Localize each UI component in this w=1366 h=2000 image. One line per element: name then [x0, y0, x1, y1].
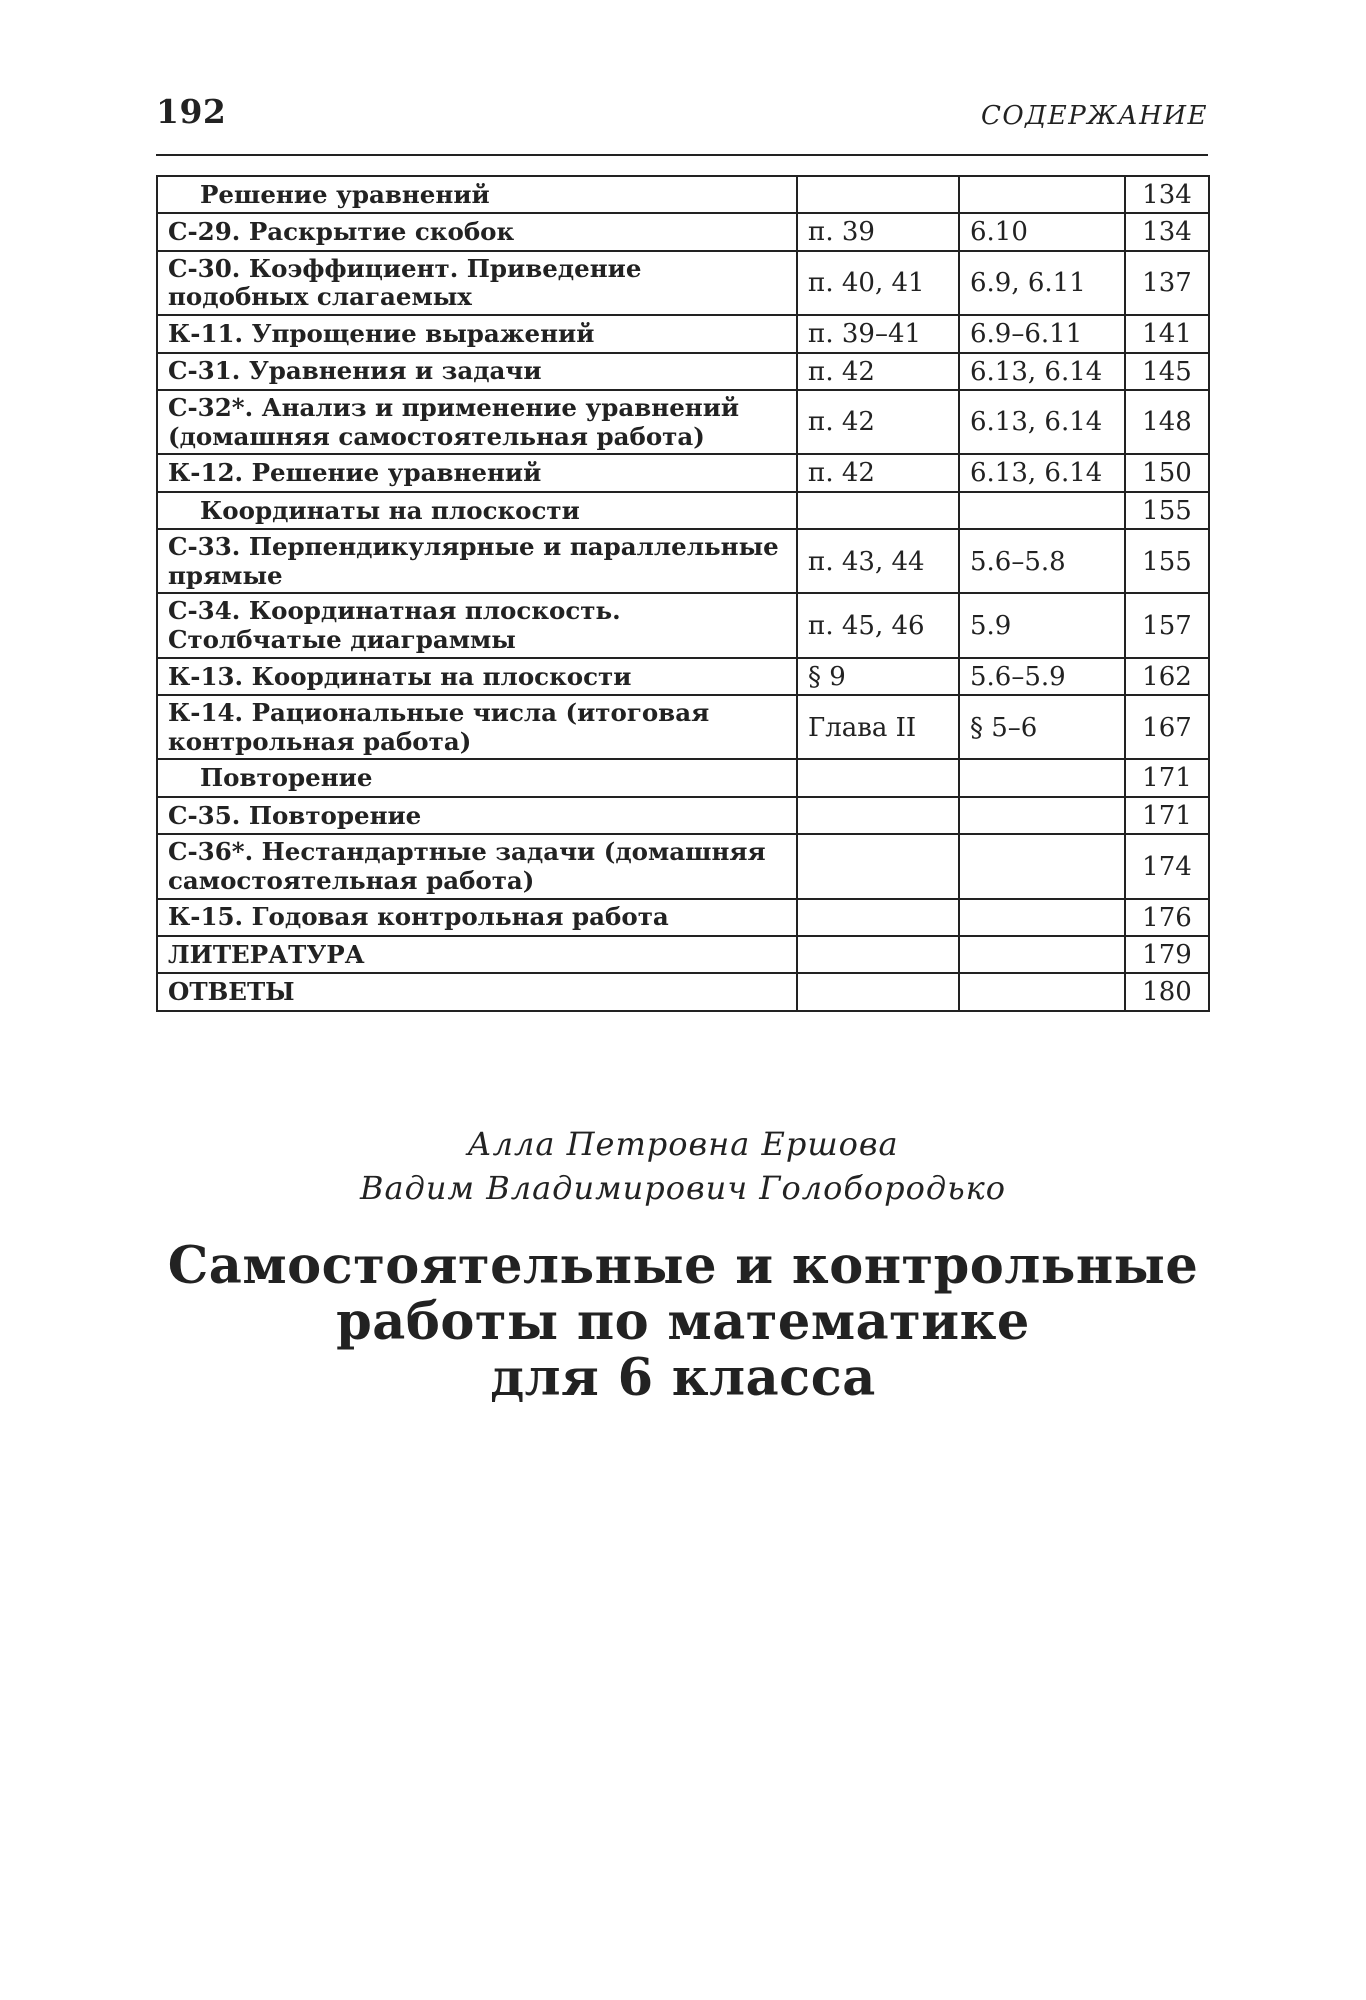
- table-row: [157, 695, 1209, 759]
- header-rule: [156, 154, 1208, 156]
- table-row: [157, 176, 1209, 213]
- textbook-ref: [959, 759, 1125, 796]
- paragraph-ref: п. 42: [797, 353, 959, 390]
- textbook-ref: 6.13, 6.14: [959, 353, 1125, 390]
- page-ref: 179: [1125, 936, 1209, 973]
- entry-title: С-31. Уравнения и задачи: [157, 353, 797, 390]
- textbook-ref: [959, 492, 1125, 529]
- page-ref: 180: [1125, 973, 1209, 1010]
- textbook-ref: 6.13, 6.14: [959, 390, 1125, 454]
- entry-title: Повторение: [157, 759, 797, 796]
- entry-title: К-14. Рациональные числа (итоговая контрольная работа): [157, 695, 797, 759]
- paragraph-ref: п. 40, 41: [797, 251, 959, 315]
- page-ref: 171: [1125, 759, 1209, 796]
- table-row: [157, 899, 1209, 936]
- table-row: [157, 454, 1209, 491]
- textbook-ref: [959, 176, 1125, 213]
- paragraph-ref: [797, 176, 959, 213]
- textbook-ref: [959, 834, 1125, 898]
- entry-title: С-30. Коэффициент. Приведение подобных слагаемых: [157, 251, 797, 315]
- textbook-ref: [959, 797, 1125, 834]
- textbook-ref: 6.9–6.11: [959, 315, 1125, 352]
- table-row: [157, 797, 1209, 834]
- paragraph-ref: п. 43, 44: [797, 529, 959, 593]
- page-ref: 148: [1125, 390, 1209, 454]
- entry-title: С-29. Раскрытие скобок: [157, 213, 797, 250]
- textbook-ref: 5.9: [959, 593, 1125, 657]
- paragraph-ref: [797, 834, 959, 898]
- table-row: [157, 759, 1209, 796]
- textbook-ref: 6.9, 6.11: [959, 251, 1125, 315]
- book-title-line: для 6 класса: [490, 1348, 876, 1408]
- paragraph-ref: п. 42: [797, 454, 959, 491]
- entry-title: С-35. Повторение: [157, 797, 797, 834]
- table-row: [157, 593, 1209, 657]
- table-row: [157, 315, 1209, 352]
- paragraph-ref: [797, 797, 959, 834]
- entry-title: Решение уравнений: [157, 176, 797, 213]
- table-row: [157, 390, 1209, 454]
- paragraph-ref: [797, 899, 959, 936]
- page-ref: 162: [1125, 658, 1209, 695]
- textbook-ref: [959, 936, 1125, 973]
- page-ref: 176: [1125, 899, 1209, 936]
- textbook-ref: [959, 973, 1125, 1010]
- paragraph-ref: [797, 936, 959, 973]
- page-ref: 150: [1125, 454, 1209, 491]
- book-title: [0, 1238, 1366, 1406]
- paragraph-ref: [797, 492, 959, 529]
- running-head: СОДЕРЖАНИЕ: [980, 101, 1208, 131]
- entry-title: Координаты на плоскости: [157, 492, 797, 529]
- page-ref: 141: [1125, 315, 1209, 352]
- page-number: 192: [156, 92, 227, 131]
- page-ref: 167: [1125, 695, 1209, 759]
- paragraph-ref: п. 39: [797, 213, 959, 250]
- book-title-line: работы по математике: [336, 1292, 1030, 1352]
- entry-title: С-32*. Анализ и применение уравнений (домашняя самостоятельная работа): [157, 390, 797, 454]
- page-ref: 155: [1125, 492, 1209, 529]
- paragraph-ref: Глава II: [797, 695, 959, 759]
- contents-table-body: [157, 176, 1209, 1011]
- entry-title: ОТВЕТЫ: [157, 973, 797, 1010]
- entry-title: С-33. Перпендикулярные и параллельные прямые: [157, 529, 797, 593]
- page-ref: 155: [1125, 529, 1209, 593]
- entry-title: С-34. Координатная плоскость. Столбчатые диаграммы: [157, 593, 797, 657]
- page-ref: 171: [1125, 797, 1209, 834]
- table-row: [157, 353, 1209, 390]
- contents-table: [156, 175, 1210, 1012]
- paragraph-ref: [797, 973, 959, 1010]
- table-row: [157, 658, 1209, 695]
- table-row: [157, 492, 1209, 529]
- book-title-line: Самостоятельные и контрольные: [167, 1236, 1199, 1296]
- textbook-ref: 6.10: [959, 213, 1125, 250]
- table-row: [157, 973, 1209, 1010]
- entry-title: К-13. Координаты на плоскости: [157, 658, 797, 695]
- paragraph-ref: п. 42: [797, 390, 959, 454]
- author-name: Вадим Владимирович Голобородько: [360, 1169, 1006, 1207]
- authors: [0, 1122, 1366, 1210]
- textbook-ref: 6.13, 6.14: [959, 454, 1125, 491]
- page-ref: 137: [1125, 251, 1209, 315]
- entry-title: С-36*. Нестандартные задачи (домашняя самостоятельная работа): [157, 834, 797, 898]
- textbook-ref: § 5–6: [959, 695, 1125, 759]
- page-ref: 157: [1125, 593, 1209, 657]
- paragraph-ref: [797, 759, 959, 796]
- table-row: [157, 936, 1209, 973]
- author-name: Алла Петровна Ершова: [467, 1125, 899, 1163]
- page-ref: 134: [1125, 176, 1209, 213]
- paragraph-ref: п. 45, 46: [797, 593, 959, 657]
- page-ref: 134: [1125, 213, 1209, 250]
- entry-title: К-11. Упрощение выражений: [157, 315, 797, 352]
- table-row: [157, 251, 1209, 315]
- entry-title: К-12. Решение уравнений: [157, 454, 797, 491]
- entry-title: К-15. Годовая контрольная работа: [157, 899, 797, 936]
- page-ref: 145: [1125, 353, 1209, 390]
- table-row: [157, 834, 1209, 898]
- textbook-ref: 5.6–5.9: [959, 658, 1125, 695]
- table-row: [157, 529, 1209, 593]
- textbook-ref: 5.6–5.8: [959, 529, 1125, 593]
- paragraph-ref: п. 39–41: [797, 315, 959, 352]
- entry-title: ЛИТЕРАТУРА: [157, 936, 797, 973]
- table-row: [157, 213, 1209, 250]
- textbook-ref: [959, 899, 1125, 936]
- paragraph-ref: § 9: [797, 658, 959, 695]
- page-ref: 174: [1125, 834, 1209, 898]
